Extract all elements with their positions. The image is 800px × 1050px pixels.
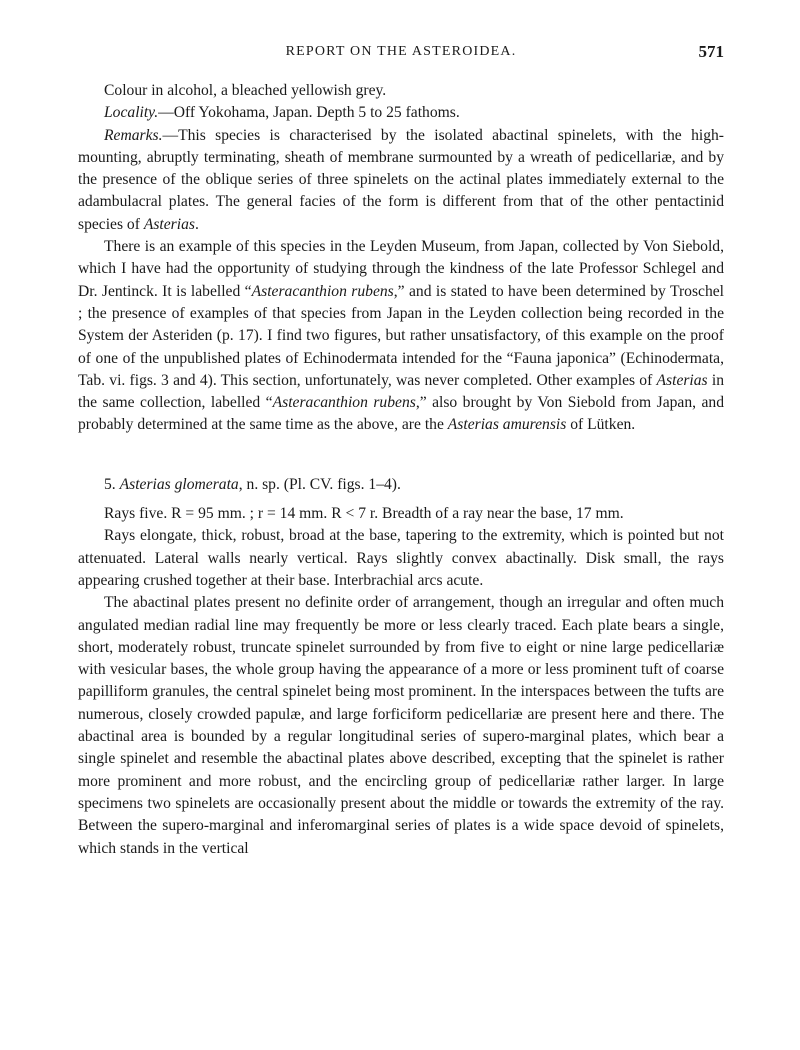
species-name: Asterias glomerata [119, 475, 239, 493]
paragraph-locality: Locality.—Off Yokohama, Japan. Depth 5 to 25 fathoms. [104, 104, 460, 122]
paragraph-dimensions: Rays five. R = 95 mm. ; r = 14 mm. R < 7 r. Breadth of a ray near the base, 17 mm. [104, 505, 624, 523]
paragraph-rays: Rays elongate, thick, robust, broad at the base, tapering to the extremity, which is pointed but not attenuated. Lateral walls nearly vertical. Rays slightly convex abactinally. Disk small, the rays appearing crushed together at their base. Interbrachial arcs acute. [78, 527, 724, 589]
page-number: 571 [698, 42, 724, 61]
body-text [78, 80, 724, 860]
paragraph-colour: Colour in alcohol, a bleached yellowish grey. [104, 82, 387, 99]
species-heading: 5. Asterias glomerata, n. sp. (Pl. CV. figs. 1–4). [104, 475, 401, 493]
running-title: REPORT ON THE ASTEROIDEA. [285, 44, 517, 59]
paragraph-abactinal: The abactinal plates present no definite order of arrangement, though an irregular and often much angulated median radial line may frequently be more or less clearly traced. Each plate bears a single, short, moderately robust, truncate spinelet surrounded by from five to eight or nine large pedicellariæ with vesicular bases, the whole group having the appearance of a more or less prominent tuft of coarse papilliform granules, the central spinelet being most prominent. In the interspaces between the tufts are numerous, closely crowded papulæ, and large forficiform pedicellariæ are present here and there. The abactinal area is bounded by a regular longitudinal series of supero-marginal plates, which bear a single spinelet and resemble the abactinal plates above described, excepting that the spinelet is rather more prominent and more robust, and the encircling group of pedicellariæ rather larger. In large specimens two spinelets are occasionally present about the middle or towards the extremity of the ray. Between the supero-marginal and inferomarginal series of plates is a wide space devoid of spinelets, which stands in the vertical [78, 594, 724, 857]
remarks-label: Remarks. [104, 126, 163, 144]
paragraph-leyden: There is an example of this species in the Leyden Museum, from Japan, collected by Von Siebold, which I have had the opportunity of studying through the kindness of the late Professor Schlegel and Dr. Jentinck. It is labelled “Asteracanthion rubens,” and is stated to have been determined by Troschel ; the presence of examples of that species from Japan in the Leyden collection being recorded in the System der Asteriden (p. 17). I find two figures, but rather unsatisfactory, of this example on the proof of one of the unpublished plates of Echinodermata intended for the “Fauna japonica” (Echinodermata, Tab. vi. figs. 3 and 4). This section, unfortunately, was never completed. Other examples of Asterias in the same collection, labelled “Asteracanthion rubens,” also brought by Von Siebold from Japan, and probably determined at the same time as the above, are the Asterias amurensis of Lütken. [78, 238, 725, 434]
locality-label: Locality. [104, 104, 159, 122]
page-header [78, 44, 724, 68]
paragraph-remarks: Remarks.—This species is characterised by the isolated abactinal spinelets, with the high-mounting, abruptly terminating, sheath of membrane surmounted by a wreath of pedicellariæ, and by the presence of the oblique series of three spinelets on the actinal plates immediately external to the adambulacral plates. The general facies of the form is different from that of the other pentactinid species of Asterias. [78, 126, 724, 233]
